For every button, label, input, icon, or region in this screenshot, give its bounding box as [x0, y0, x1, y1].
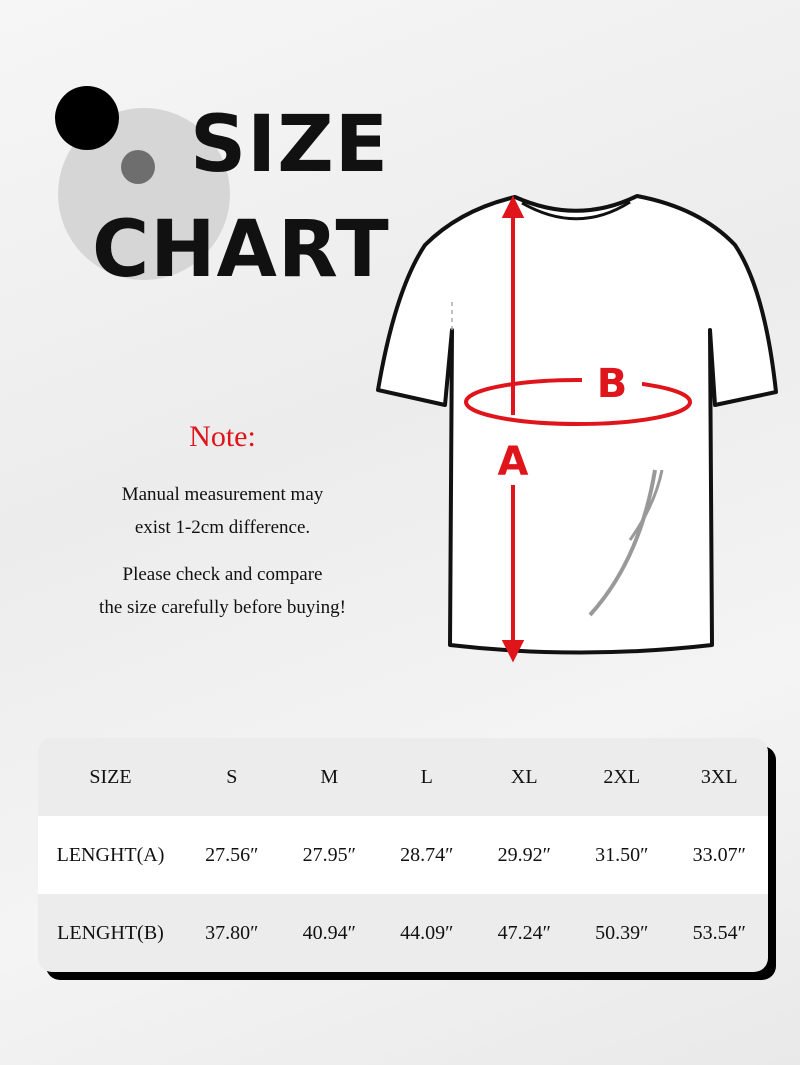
header-cell: 2XL [603, 765, 641, 788]
note-line: the size carefully before buying! [99, 597, 346, 618]
table-header-row [38, 738, 768, 816]
row-label: LENGHT(A) [56, 843, 165, 866]
note-heading: Note: [189, 420, 256, 453]
header-cell: S [226, 765, 238, 788]
label-b: B [596, 361, 628, 407]
header-cell: SIZE [89, 765, 132, 788]
title-size: SIZE [190, 100, 390, 190]
table-cell: 28.74″ [400, 843, 454, 866]
note-line: Please check and compare [122, 564, 323, 585]
header-cell: M [320, 765, 339, 788]
header-cell: 3XL [700, 765, 738, 788]
header-cell: L [420, 765, 433, 788]
table-cell: 40.94″ [302, 921, 356, 944]
label-a: A [497, 439, 529, 485]
title-chart: CHART [92, 205, 390, 295]
note-line: exist 1-2cm difference. [134, 517, 311, 538]
row-label: LENGHT(B) [57, 921, 164, 944]
table-cell: 53.54″ [692, 921, 746, 944]
table-cell: 29.92″ [497, 843, 551, 866]
table-cell: 27.56″ [205, 843, 259, 866]
table-cell: 37.80″ [205, 921, 259, 944]
note-line: Manual measurement may [121, 484, 324, 505]
table-row [38, 894, 768, 972]
table-row [38, 816, 768, 894]
table-cell: 31.50″ [595, 843, 649, 866]
header-cell: XL [510, 765, 538, 788]
table-cell: 50.39″ [595, 921, 649, 944]
table-cell: 33.07″ [692, 843, 746, 866]
table-cell: 44.09″ [400, 921, 454, 944]
table-cell: 27.95″ [302, 843, 356, 866]
table-cell: 47.24″ [497, 921, 551, 944]
size-table [38, 738, 768, 972]
